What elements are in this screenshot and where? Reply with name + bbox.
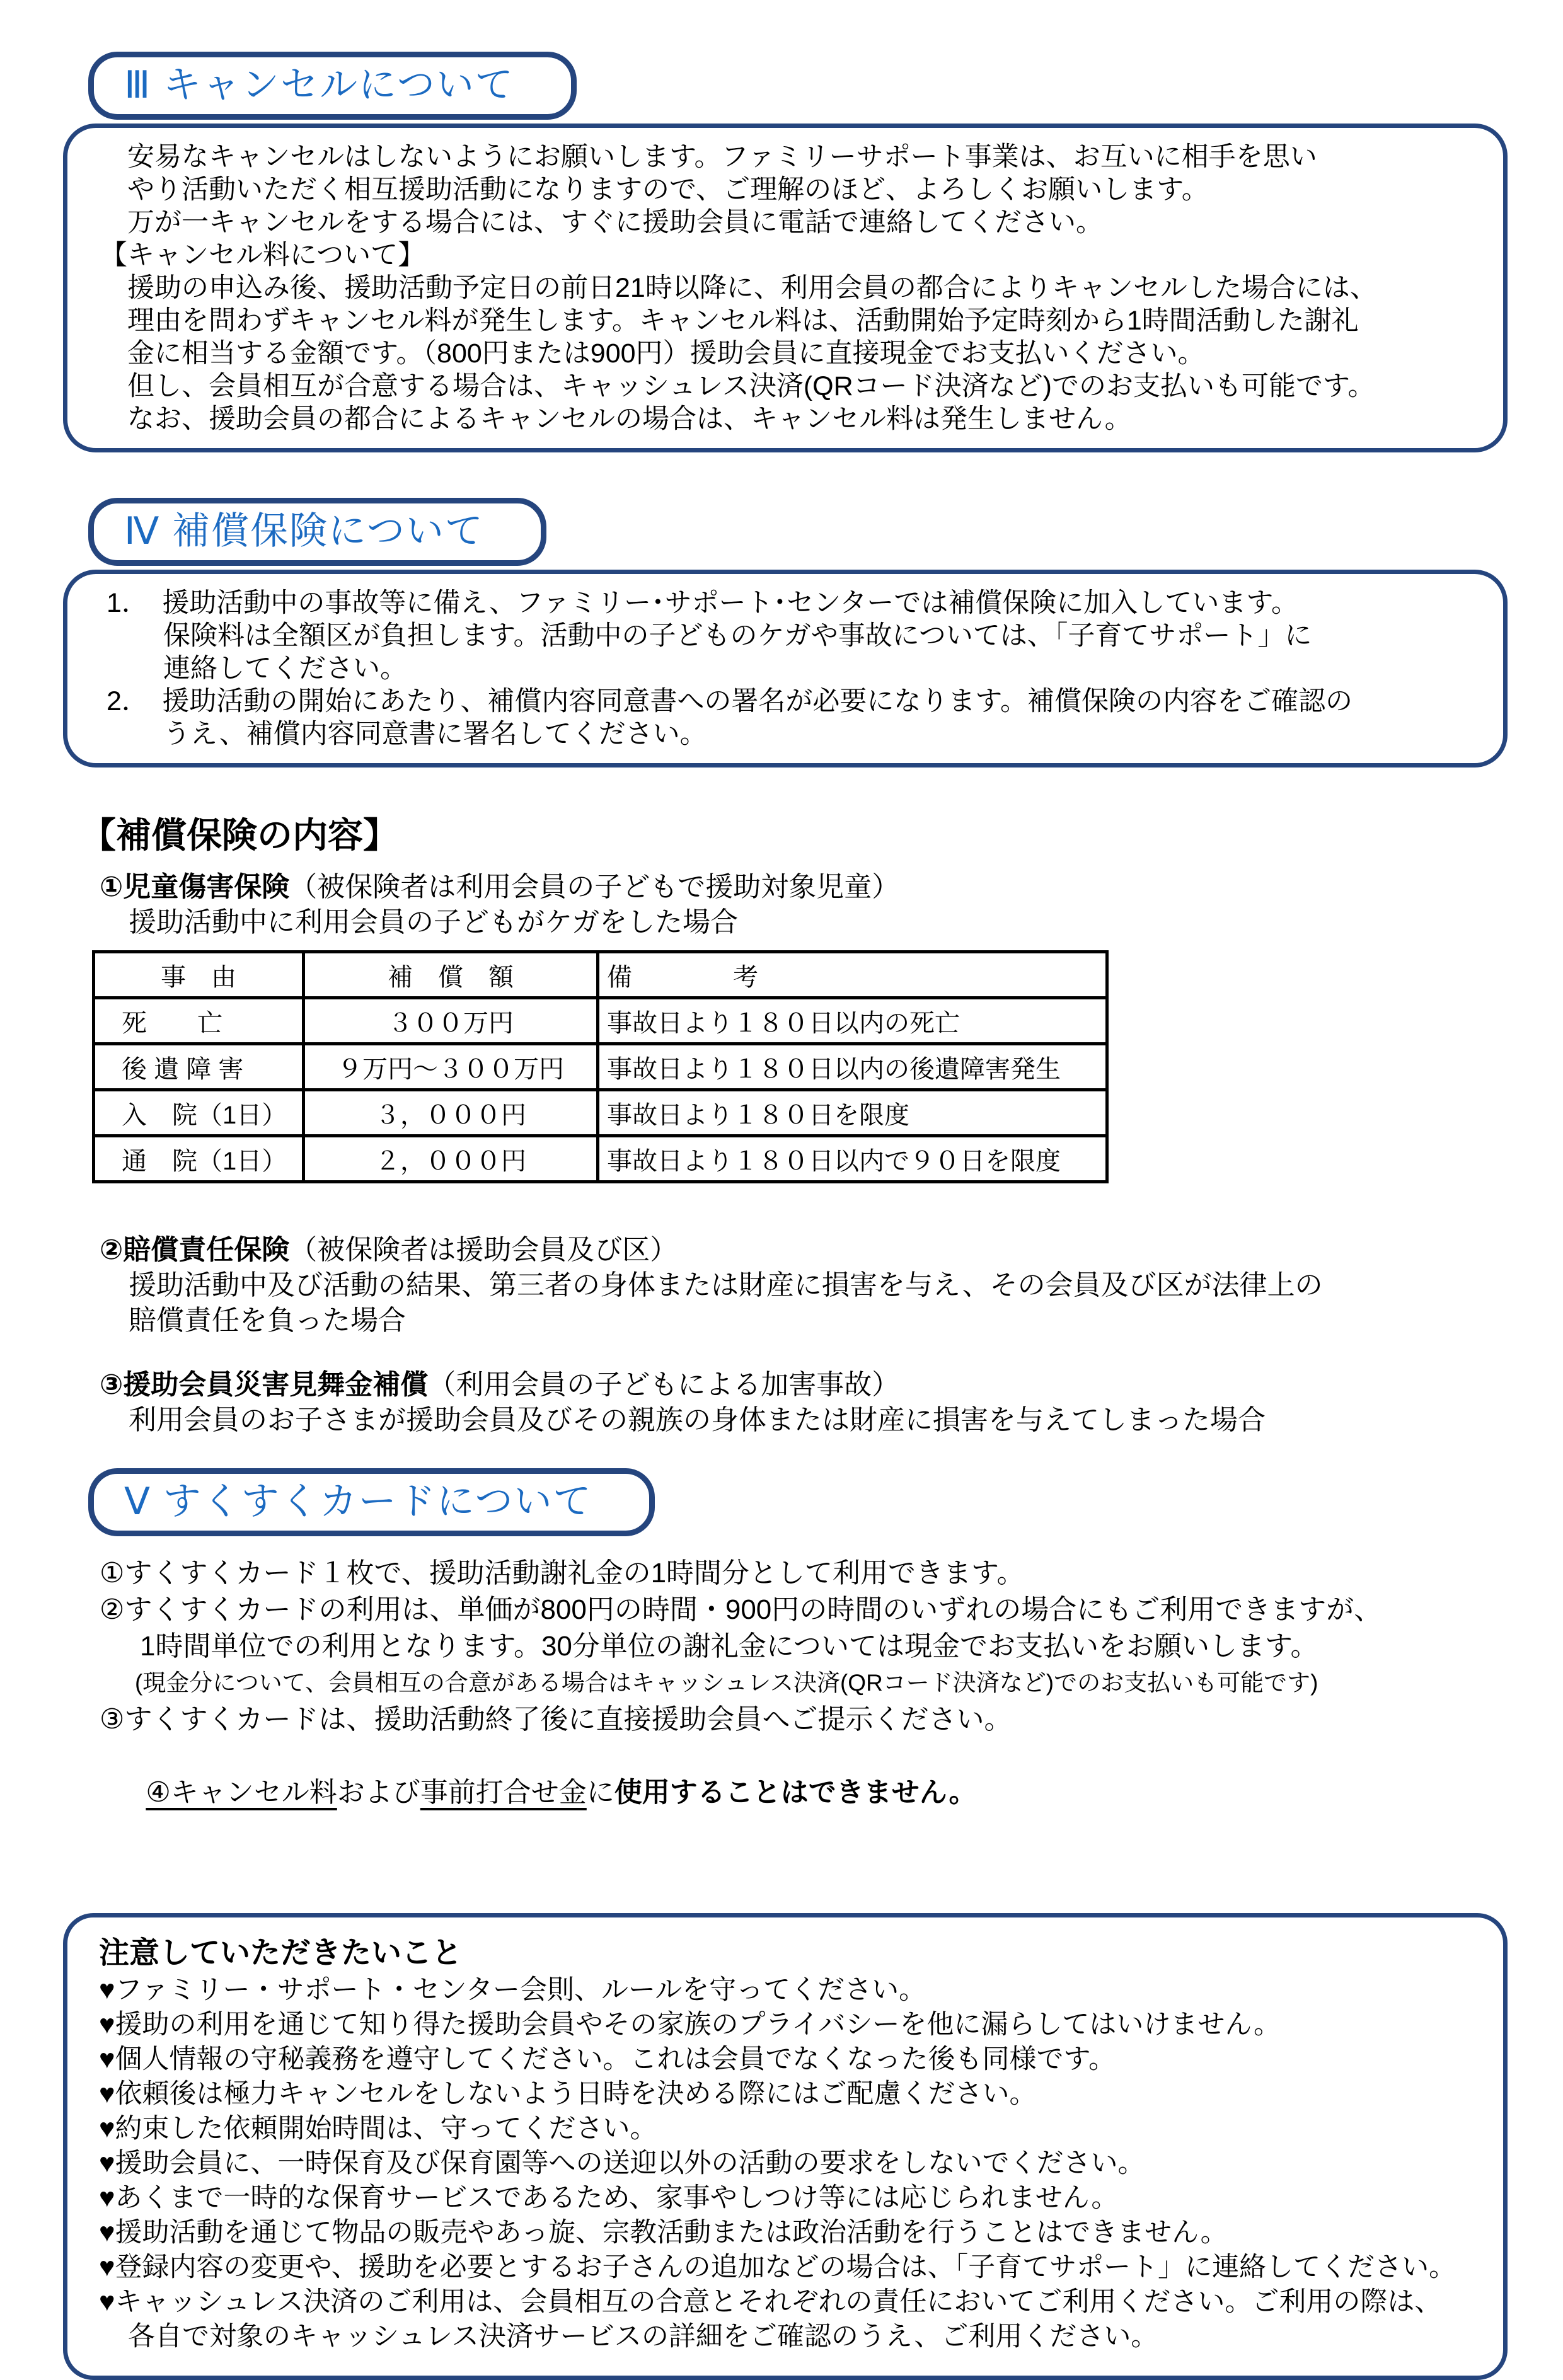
- card-list-item: ②すくすくカードの利用は、単価が800円の時間・900円の時間のいずれの場合にもご利用できますが、: [100, 1594, 1382, 1625]
- table-header-cell: 補 償 額: [304, 952, 598, 998]
- heart-bullet-icon: ♥: [99, 2287, 115, 2317]
- insurance-item-2-line: 賠償責任を負った場合: [129, 1305, 406, 1336]
- paragraph-line: うえ、補償内容同意書に署名してください。: [163, 719, 707, 749]
- insurance-box: [63, 570, 1508, 767]
- cancel-fee-underlined: ④キャンセル料: [146, 1777, 337, 1808]
- paragraph-line: 理由を問わずキャンセル料が発生します。キャンセル料は、活動開始予定時刻から1時間活動した謝礼: [127, 306, 1359, 336]
- notice-item: [99, 2008, 1480, 2042]
- table-cell: ２，０００円: [304, 1136, 598, 1182]
- insurance-item-2-line: 援助活動中及び活動の結果、第三者の身体または財産に損害を与え、その会員及び区が法律上の: [129, 1270, 1323, 1301]
- insurance-item-3: [100, 1367, 1563, 1403]
- insurance-item-3-note: （利用会員の子どもによる加害事故）: [428, 1369, 900, 1400]
- heart-bullet-icon: ♥: [99, 2183, 115, 2213]
- heart-bullet-icon: ♥: [99, 2044, 115, 2074]
- notice-item-text: 援助会員に、一時保育及び保育園等への送迎以外の活動の要求をしないでください。: [115, 2148, 1145, 2178]
- insurance-item-2-title: ②賠償責任保険: [100, 1234, 290, 1265]
- heart-bullet-icon: ♥: [99, 2079, 115, 2109]
- card-list-item-cont: 1時間単位での利用となります。30分単位の謝礼金については現金でお支払いをお願いします。: [140, 1631, 1318, 1662]
- table-cell: 事故日より１８０日を限度: [598, 1090, 1107, 1136]
- notice-box: [63, 1913, 1508, 2380]
- table-cell: ３００万円: [304, 998, 598, 1044]
- notice-item-text: 個人情報の守秘義務を遵守してください。これは会員でなくなった後も同様です。: [115, 2044, 1116, 2074]
- table-header-row: [94, 952, 1107, 998]
- table-row: [94, 1044, 1107, 1090]
- table-header-cell: 事 由: [94, 952, 304, 998]
- card-list-text: および: [337, 1777, 420, 1808]
- notice-item: [99, 2077, 1480, 2112]
- table-row: [94, 1090, 1107, 1136]
- notice-item-text: 約束した依頼開始時間は、守ってください。: [115, 2113, 657, 2144]
- card-list-item-note: (現金分について、会員相互の合意がある場合はキャッシュレス決済(QRコード決済など)でのお支払いも可能です): [135, 1670, 1318, 1696]
- notice-item-text: 援助活動を通じて物品の販売やあっ旋、宗教活動または政治活動を行うことはできません。: [115, 2217, 1228, 2248]
- notice-item-text: 依頼後は極力キャンセルをしないよう日時を決める際にはご配慮ください。: [115, 2079, 1037, 2109]
- table-cell: 事故日より１８０日以内で９０日を限度: [598, 1136, 1107, 1182]
- section-4-title: Ⅳ 補償保険について: [124, 510, 484, 552]
- card-list-text: に: [586, 1777, 614, 1808]
- notice-item-text: 各自で対象のキャッシュレス決済サービスの詳細をご確認のうえ、ご利用ください。: [128, 2321, 1158, 2352]
- paragraph-line: 保険料は全額区が負担します。活動中の子どものケガや事故については、「子育てサポート」に: [163, 621, 1312, 651]
- cancel-fee-heading: 【キャンセル料について】: [100, 240, 425, 270]
- insurance-item-2-note: （被保険者は援助会員及び区）: [289, 1234, 678, 1265]
- notice-item: [99, 2285, 1480, 2320]
- notice-item-continuation: [99, 2320, 1480, 2354]
- table-row: [94, 998, 1107, 1044]
- notice-item-text: 援助の利用を通じて知り得た援助会員やその家族のプライバシーを他に漏らしてはいけません。: [115, 2009, 1281, 2040]
- table-cell: 入 院（1日）: [94, 1090, 304, 1136]
- notice-item: [99, 2250, 1480, 2285]
- table-cell: ３，０００円: [304, 1090, 598, 1136]
- table-cell: 後 遺 障 害: [94, 1044, 304, 1090]
- heart-bullet-icon: ♥: [99, 2252, 115, 2282]
- insurance-item-1: [100, 870, 1563, 905]
- heart-bullet-icon: ♥: [99, 2113, 115, 2144]
- insurance-item-2: [100, 1233, 1563, 1268]
- paragraph-line: 連絡してください。: [163, 653, 407, 684]
- section-3-title: Ⅲ キャンセルについて: [124, 64, 514, 106]
- section-5-title: Ⅴ すくすくカードについて: [124, 1480, 592, 1522]
- notice-item: [99, 2146, 1480, 2181]
- paragraph-line: 但し、会員相互が合意する場合は、キャッシュレス決済(QRコード決済など)でのお支払いも可能です。: [127, 371, 1375, 401]
- paragraph-line: 援助の申込み後、援助活動予定日の前日21時以降に、利用会員の都合によりキャンセルした場合には、: [127, 273, 1377, 303]
- heart-bullet-icon: ♥: [99, 2217, 115, 2248]
- insurance-item-1-sub: 援助活動中に利用会員の子どもがケガをした場合: [129, 907, 739, 938]
- table-cell: ９万円～３００万円: [304, 1044, 598, 1090]
- card-list-item: [100, 1738, 1563, 1848]
- notice-item-text: 登録内容の変更や、援助を必要とするお子さんの追加などの場合は、「子育てサポート」に連絡してください。: [115, 2252, 1456, 2282]
- notice-item: [99, 2112, 1480, 2146]
- notice-heading: 注意していただきたいこと: [99, 1936, 463, 1970]
- insurance-item-1-title: ①児童傷害保険: [100, 871, 290, 902]
- numbered-line: 2． 援助活動の開始にあたり、補償内容同意書への署名が必要になります。補償保険の内容をご確認の: [107, 686, 1352, 716]
- notice-item: [99, 1973, 1480, 2008]
- table-row: [94, 1136, 1107, 1182]
- compensation-table: [92, 950, 1109, 1183]
- notice-item: [99, 2042, 1480, 2077]
- heart-bullet-icon: ♥: [99, 2009, 115, 2040]
- table-cell: 死 亡: [94, 998, 304, 1044]
- sukusuku-card-list: [100, 1555, 1563, 1848]
- insurance-detail-heading: 【補償保険の内容】: [81, 815, 398, 855]
- notice-item: [99, 2181, 1480, 2216]
- paragraph-line: 安易なキャンセルはしないようにお願いします。ファミリーサポート事業は、お互いに相手を思い: [127, 142, 1317, 172]
- card-list-bold-text: 使用することはできません。: [614, 1777, 977, 1808]
- section-4-title-box: [88, 498, 546, 566]
- table-cell: 事故日より１８０日以内の後遺障害発生: [598, 1044, 1107, 1090]
- notice-item: [99, 2216, 1480, 2250]
- heart-bullet-icon: ♥: [99, 1975, 115, 2005]
- card-list-item: ③すくすくカードは、援助活動終了後に直接援助会員へご提示ください。: [100, 1704, 1012, 1735]
- table-cell: 事故日より１８０日以内の死亡: [598, 998, 1107, 1044]
- table-header-cell: 備 考: [598, 952, 1107, 998]
- notice-item-text: ファミリー・サポート・センター会則、ルールを守ってください。: [115, 1975, 926, 2005]
- section-3-title-box: [88, 52, 577, 120]
- insurance-item-3-line: 利用会員のお子さまが援助会員及びその親族の身体または財産に損害を与えてしまった場合: [129, 1405, 1266, 1435]
- paragraph-line: 万が一キャンセルをする場合には、すぐに援助会員に電話で連絡してください。: [127, 207, 1103, 238]
- paragraph-line: やり活動いただく相互援助活動になりますので、ご理解のほど、よろしくお願いします。: [127, 175, 1209, 205]
- notice-item-text: あくまで一時的な保育サービスであるため、家事やしつけ等には応じられません。: [115, 2183, 1119, 2213]
- insurance-item-3-title: ③援助会員災害見舞金補償: [100, 1369, 429, 1400]
- section-5-title-box: [88, 1468, 655, 1536]
- paragraph-line: 金に相当する金額です。（800円または900円）援助会員に直接現金でお支払いください。: [127, 338, 1205, 369]
- heart-bullet-icon: ♥: [99, 2148, 115, 2178]
- cancel-policy-box: [63, 124, 1508, 452]
- table-cell: 通 院（1日）: [94, 1136, 304, 1182]
- notice-item-text: キャッシュレス決済のご利用は、会員相互の合意とそれぞれの責任においてご利用ください。ご利用の際は、: [115, 2287, 1442, 2317]
- insurance-item-1-note: （被保険者は利用会員の子どもで援助対象児童）: [289, 871, 900, 902]
- numbered-line: 1． 援助活動中の事故等に備え、ファミリー･サポート･センターでは補償保険に加入しています。: [107, 588, 1298, 618]
- paragraph-line: なお、援助会員の都合によるキャンセルの場合は、キャンセル料は発生しません。: [127, 404, 1132, 434]
- advance-meeting-underlined: 事前打合せ金: [420, 1777, 587, 1808]
- card-list-item: ①すくすくカード１枚で、援助活動謝礼金の1時間分として利用できます。: [100, 1558, 1025, 1589]
